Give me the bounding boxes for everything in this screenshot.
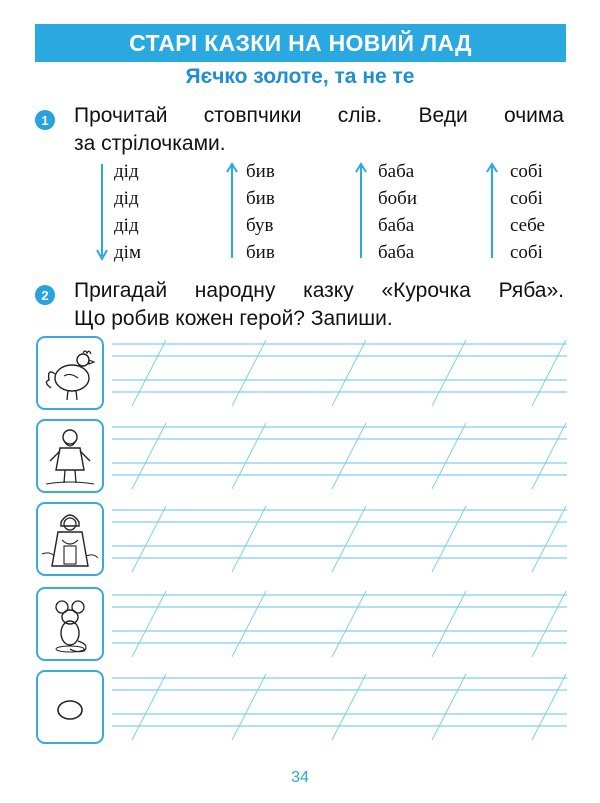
slant-line — [132, 506, 166, 572]
word-col4-row4: собі — [510, 242, 543, 263]
egg-picture-box — [36, 670, 104, 744]
slant-line — [532, 674, 566, 740]
word-col1-row1: дід — [114, 161, 139, 182]
writing-lines-5[interactable] — [112, 670, 567, 744]
word-col1-row4: дім — [114, 242, 141, 263]
task-2-line-2: Що робив кожен герой? Запиши. — [74, 307, 393, 330]
task-1-number-badge: 1 — [35, 110, 55, 130]
slant-line — [432, 423, 466, 489]
slant-line — [332, 340, 366, 406]
word-col1-row3: дід — [114, 215, 139, 236]
task-2-number-badge: 2 — [35, 285, 55, 305]
word-col2-row2: бив — [246, 188, 275, 209]
section-title: СТАРІ КАЗКИ НА НОВИЙ ЛАД — [129, 29, 472, 56]
word-col2-row3: був — [246, 215, 274, 236]
writing-lines-2[interactable] — [112, 419, 567, 493]
writing-lines-3[interactable] — [112, 502, 567, 576]
word-col2-row4: бив — [246, 242, 275, 263]
ruling-grid — [112, 502, 567, 576]
task-2-instruction — [74, 277, 564, 333]
slant-line — [332, 591, 366, 657]
hen-icon — [38, 338, 102, 408]
slant-line — [132, 340, 166, 406]
slant-line — [232, 423, 266, 489]
slant-line — [332, 674, 366, 740]
slant-line — [232, 506, 266, 572]
slant-line — [532, 506, 566, 572]
slant-line — [332, 423, 366, 489]
slant-line — [432, 591, 466, 657]
task-1-instruction — [74, 102, 564, 158]
mouse-picture-box — [36, 587, 104, 661]
word-col4-row3: себе — [510, 215, 545, 236]
slant-line — [332, 506, 366, 572]
grandmother-picture-box — [36, 502, 104, 576]
grandmother-icon — [38, 504, 102, 574]
hen-picture-box — [36, 336, 104, 410]
slant-line — [432, 340, 466, 406]
grandfather-icon — [38, 421, 102, 491]
word-col3-row2: боби — [378, 188, 418, 209]
ruling-grid — [112, 419, 567, 493]
mouse-icon — [38, 589, 102, 659]
slant-line — [132, 591, 166, 657]
slant-line — [232, 340, 266, 406]
word-col2-row1: бив — [246, 161, 275, 182]
arrow-up-icon — [486, 162, 498, 262]
slant-line — [532, 423, 566, 489]
slant-line — [432, 674, 466, 740]
arrow-up-icon — [355, 162, 367, 262]
word-col3-row4: баба — [378, 242, 415, 263]
slant-line — [132, 674, 166, 740]
task-1-line-1: Прочитай стовпчики слів. Веди очима — [74, 104, 564, 127]
grandfather-picture-box — [36, 419, 104, 493]
lesson-subtitle: Яєчко золоте, та не те — [185, 65, 415, 88]
egg-icon — [38, 672, 102, 742]
slant-line — [432, 506, 466, 572]
word-col4-row2: собі — [510, 188, 543, 209]
word-col3-row1: баба — [378, 161, 415, 182]
slant-line — [532, 591, 566, 657]
section-title-banner — [35, 24, 566, 62]
task-2-line-1: Пригадай народну казку «Курочка Ряба». — [74, 279, 564, 302]
page-number: 34 — [291, 769, 309, 786]
word-col3-row3: баба — [378, 215, 415, 236]
slant-line — [532, 340, 566, 406]
arrow-down-icon — [96, 162, 108, 262]
task-1-line-2: за стрілочками. — [74, 132, 226, 155]
slant-line — [232, 674, 266, 740]
writing-lines-1[interactable] — [112, 336, 567, 410]
slant-line — [132, 423, 166, 489]
word-col4-row1: собі — [510, 161, 543, 182]
arrow-up-icon — [226, 162, 238, 262]
word-col1-row2: дід — [114, 188, 139, 209]
slant-line — [232, 591, 266, 657]
ruling-grid — [112, 336, 567, 410]
ruling-grid — [112, 670, 567, 744]
ruling-grid — [112, 587, 567, 661]
writing-lines-4[interactable] — [112, 587, 567, 661]
